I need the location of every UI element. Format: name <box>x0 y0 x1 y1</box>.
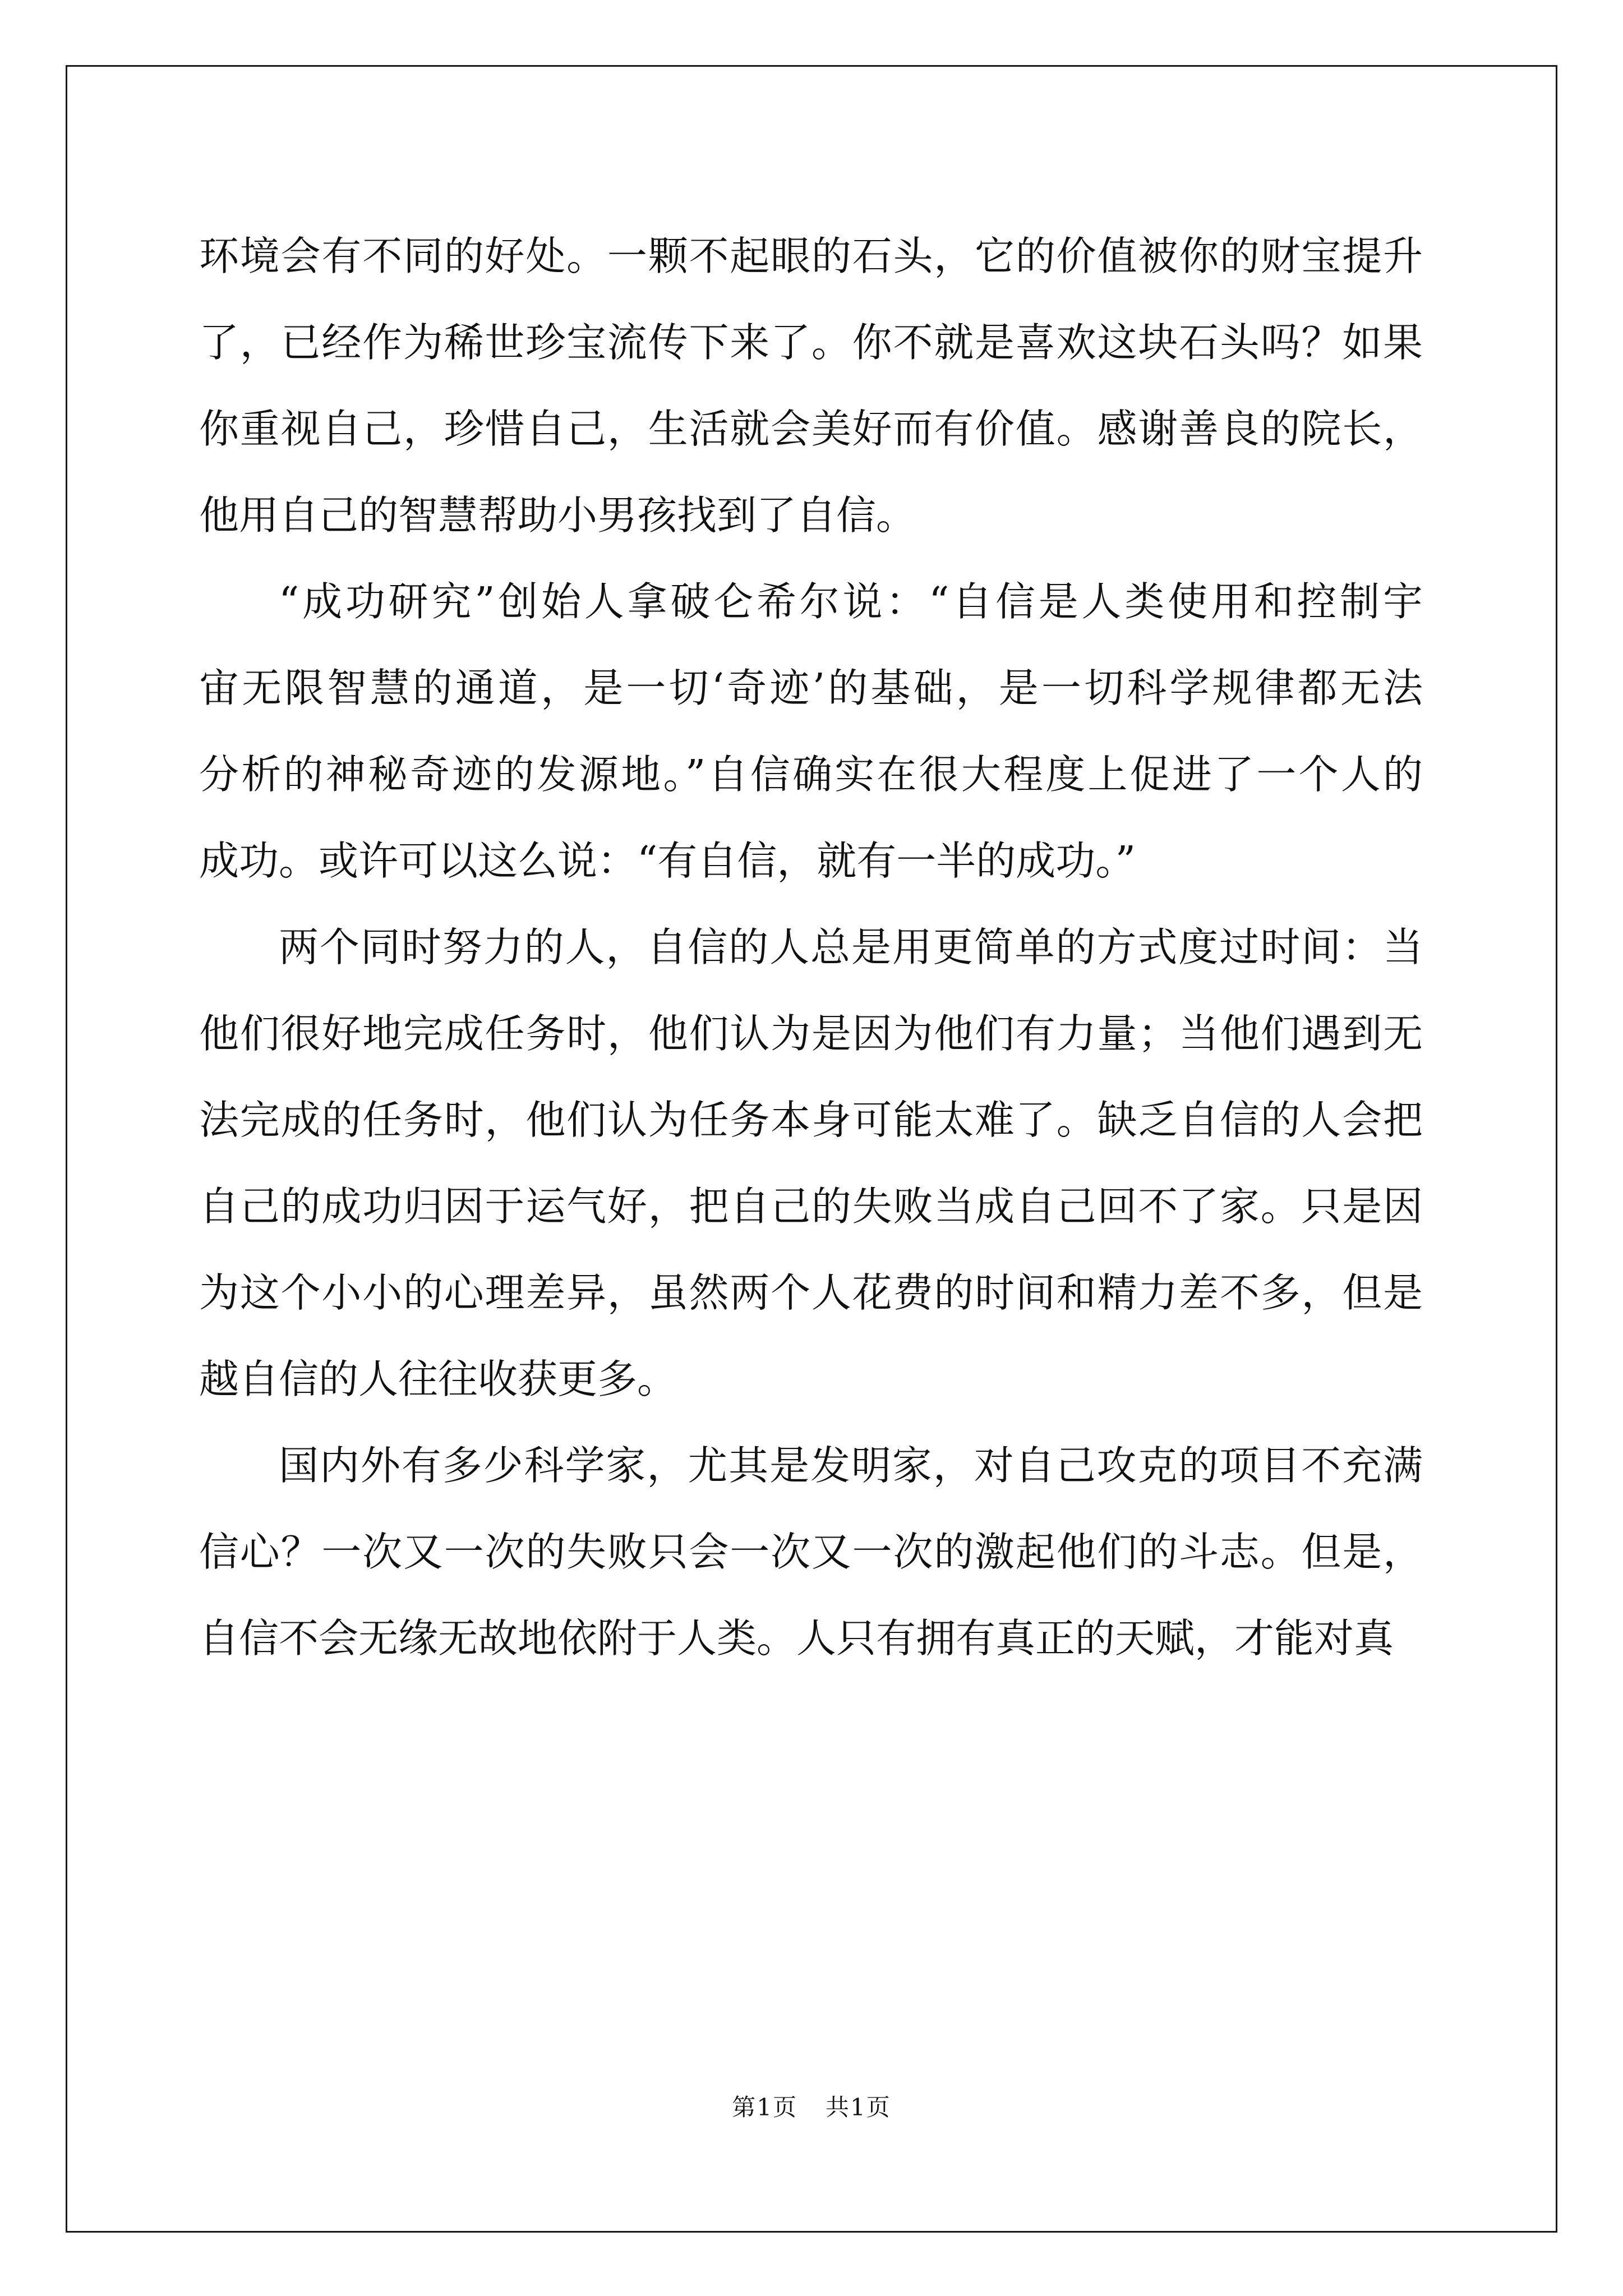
text-line: 成功。或许可以这么说：“有自信，就有一半的成功。” <box>199 838 1136 884</box>
text-line: 法完成的任务时，他们认为任务本身可能太难了。缺乏自信的人会把 <box>199 1097 1423 1143</box>
text-line: 信心？一次又一次的失败只会一次又一次的激起他们的斗志。但是， <box>199 1529 1423 1575</box>
paragraph <box>199 213 1423 559</box>
text-line: 宙无限智慧的通道，是一切‘奇迹’的基础，是一切科学规律都无法 <box>199 665 1423 711</box>
page-number: 第1页 <box>732 2093 797 2121</box>
text-line: 他们很好地完成任务时，他们认为是因为他们有力量；当他们遇到无 <box>199 1010 1423 1057</box>
page-footer <box>0 2089 1623 2123</box>
document-body <box>199 213 1423 1682</box>
paragraph <box>199 904 1423 1423</box>
text-line: 国内外有多少科学家，尤其是发明家，对自己攻克的项目不充满 <box>279 1442 1423 1489</box>
text-line: 他用自己的智慧帮助小男孩找到了自信。 <box>199 492 916 539</box>
page-total: 共1页 <box>826 2093 891 2121</box>
text-line: 分析的神秘奇迹的发源地。”自信确实在很大程度上促进了一个人的 <box>199 751 1423 798</box>
text-line: 两个同时努力的人，自信的人总是用更简单的方式度过时间：当 <box>279 924 1423 970</box>
text-line: 越自信的人往往收获更多。 <box>199 1356 677 1402</box>
text-line: 自己的成功归因于运气好，把自己的失败当成自己回不了家。只是因 <box>199 1183 1423 1230</box>
text-line: 为这个小小的心理差异，虽然两个人花费的时间和精力差不多，但是 <box>199 1269 1423 1316</box>
text-line: 你重视自己，珍惜自己，生活就会美好而有价值。感谢善良的院长， <box>199 406 1423 452</box>
text-line: “成功研究”创始人拿破仑希尔说：“自信是人类使用和控制宇 <box>279 578 1423 625</box>
text-line: 自信不会无缘无故地依附于人类。人只有拥有真正的天赋，才能对真 <box>199 1615 1394 1662</box>
paragraph <box>199 1423 1423 1682</box>
text-line: 了，已经作为稀世珍宝流传下来了。你不就是喜欢这块石头吗？如果 <box>199 319 1423 366</box>
text-line: 环境会有不同的好处。一颗不起眼的石头，它的价值被你的财宝提升 <box>199 233 1423 279</box>
paragraph <box>199 559 1423 904</box>
